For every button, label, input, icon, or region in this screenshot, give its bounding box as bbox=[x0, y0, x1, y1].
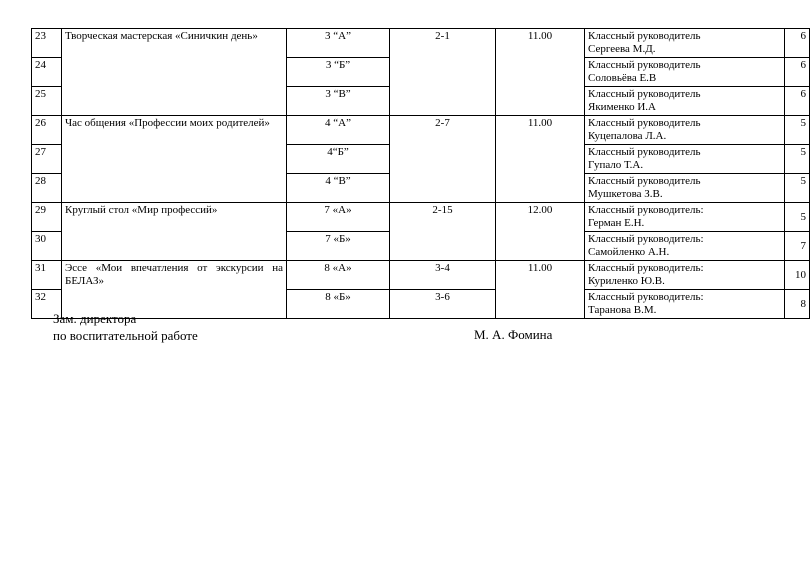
responsible-role: Классный руководитель bbox=[588, 175, 701, 187]
class-cell: 4“Б” bbox=[287, 145, 390, 174]
responsible-cell bbox=[585, 261, 785, 290]
time-cell: 11.00 bbox=[496, 261, 585, 319]
responsible-role: Классный руководитель bbox=[588, 30, 701, 42]
responsible-name: Мушкетова З.В. bbox=[588, 188, 663, 200]
responsible-role: Классный руководитель: bbox=[588, 291, 704, 303]
responsible-name: Соловьёва Е.В bbox=[588, 72, 657, 84]
responsible-name: Самойленко А.Н. bbox=[588, 246, 670, 258]
table-row bbox=[32, 203, 810, 232]
event-title: Эссе «Мои впечатления от экскурсии на БЕЛАЗ» bbox=[62, 261, 287, 319]
count-cell: 5 bbox=[785, 145, 810, 174]
class-cell: 8 «А» bbox=[287, 261, 390, 290]
responsible-cell bbox=[585, 116, 785, 145]
row-number: 32 bbox=[32, 290, 62, 319]
responsible-role: Классный руководитель bbox=[588, 146, 701, 158]
count-cell: 5 bbox=[785, 174, 810, 203]
room-cell: 3-6 bbox=[390, 290, 496, 319]
count-cell: 8 bbox=[785, 290, 810, 319]
class-cell: 3 “Б” bbox=[287, 58, 390, 87]
room-cell: 3-4 bbox=[390, 261, 496, 290]
room-cell: 2-1 bbox=[390, 29, 496, 116]
responsible-cell bbox=[585, 290, 785, 319]
event-title: Творческая мастерская «Синичкин день» bbox=[62, 29, 287, 116]
class-cell: 7 «А» bbox=[287, 203, 390, 232]
event-title: Круглый стол «Мир профессий» bbox=[62, 203, 287, 261]
responsible-role: Классный руководитель bbox=[588, 88, 701, 100]
event-title: Час общения «Профессии моих родителей» bbox=[62, 116, 287, 203]
responsible-cell bbox=[585, 29, 785, 58]
responsible-cell bbox=[585, 232, 785, 261]
count-cell: 5 bbox=[785, 116, 810, 145]
responsible-role: Классный руководитель bbox=[588, 117, 701, 129]
class-cell: 8 «Б» bbox=[287, 290, 390, 319]
table-row bbox=[32, 29, 810, 58]
class-cell: 4 “В” bbox=[287, 174, 390, 203]
responsible-name: Герман Е.Н. bbox=[588, 217, 645, 229]
responsible-role: Классный руководитель: bbox=[588, 262, 704, 274]
responsible-cell bbox=[585, 145, 785, 174]
time-cell: 11.00 bbox=[496, 29, 585, 116]
row-number: 29 bbox=[32, 203, 62, 232]
class-cell: 4 “А” bbox=[287, 116, 390, 145]
table-row bbox=[32, 261, 810, 290]
responsible-name: Сергеева М.Д. bbox=[588, 43, 656, 55]
count-cell: 5 bbox=[785, 203, 810, 232]
responsible-cell bbox=[585, 58, 785, 87]
row-number: 26 bbox=[32, 116, 62, 145]
row-number: 27 bbox=[32, 145, 62, 174]
count-cell: 7 bbox=[785, 232, 810, 261]
row-number: 23 bbox=[32, 29, 62, 58]
room-cell: 2-15 bbox=[390, 203, 496, 261]
responsible-name: Таранова В.М. bbox=[588, 304, 657, 316]
responsible-role: Классный руководитель bbox=[588, 59, 701, 71]
responsible-name: Куриленко Ю.В. bbox=[588, 275, 665, 287]
count-cell: 10 bbox=[785, 261, 810, 290]
signature-department: по воспитательной работе bbox=[53, 328, 198, 343]
count-cell: 6 bbox=[785, 58, 810, 87]
responsible-name: Гупало Т.А. bbox=[588, 159, 644, 171]
row-number: 28 bbox=[32, 174, 62, 203]
count-cell: 6 bbox=[785, 87, 810, 116]
responsible-cell bbox=[585, 174, 785, 203]
responsible-name: Куцепалова Л.А. bbox=[588, 130, 667, 142]
count-cell: 6 bbox=[785, 29, 810, 58]
responsible-cell bbox=[585, 203, 785, 232]
time-cell: 11.00 bbox=[496, 116, 585, 203]
signature-position: Зам. директора bbox=[53, 311, 137, 326]
time-cell: 12.00 bbox=[496, 203, 585, 261]
responsible-role: Классный руководитель: bbox=[588, 204, 704, 216]
signature-name: М. А. Фомина bbox=[474, 327, 553, 342]
row-number: 25 bbox=[32, 87, 62, 116]
row-number: 30 bbox=[32, 232, 62, 261]
class-cell: 3 “В” bbox=[287, 87, 390, 116]
table-row bbox=[32, 116, 810, 145]
responsible-cell bbox=[585, 87, 785, 116]
responsible-role: Классный руководитель: bbox=[588, 233, 704, 245]
row-number: 31 bbox=[32, 261, 62, 290]
class-cell: 3 “А” bbox=[287, 29, 390, 58]
class-cell: 7 «Б» bbox=[287, 232, 390, 261]
responsible-name: Якименко И.А bbox=[588, 101, 656, 113]
events-table bbox=[31, 28, 810, 319]
row-number: 24 bbox=[32, 58, 62, 87]
room-cell: 2-7 bbox=[390, 116, 496, 203]
